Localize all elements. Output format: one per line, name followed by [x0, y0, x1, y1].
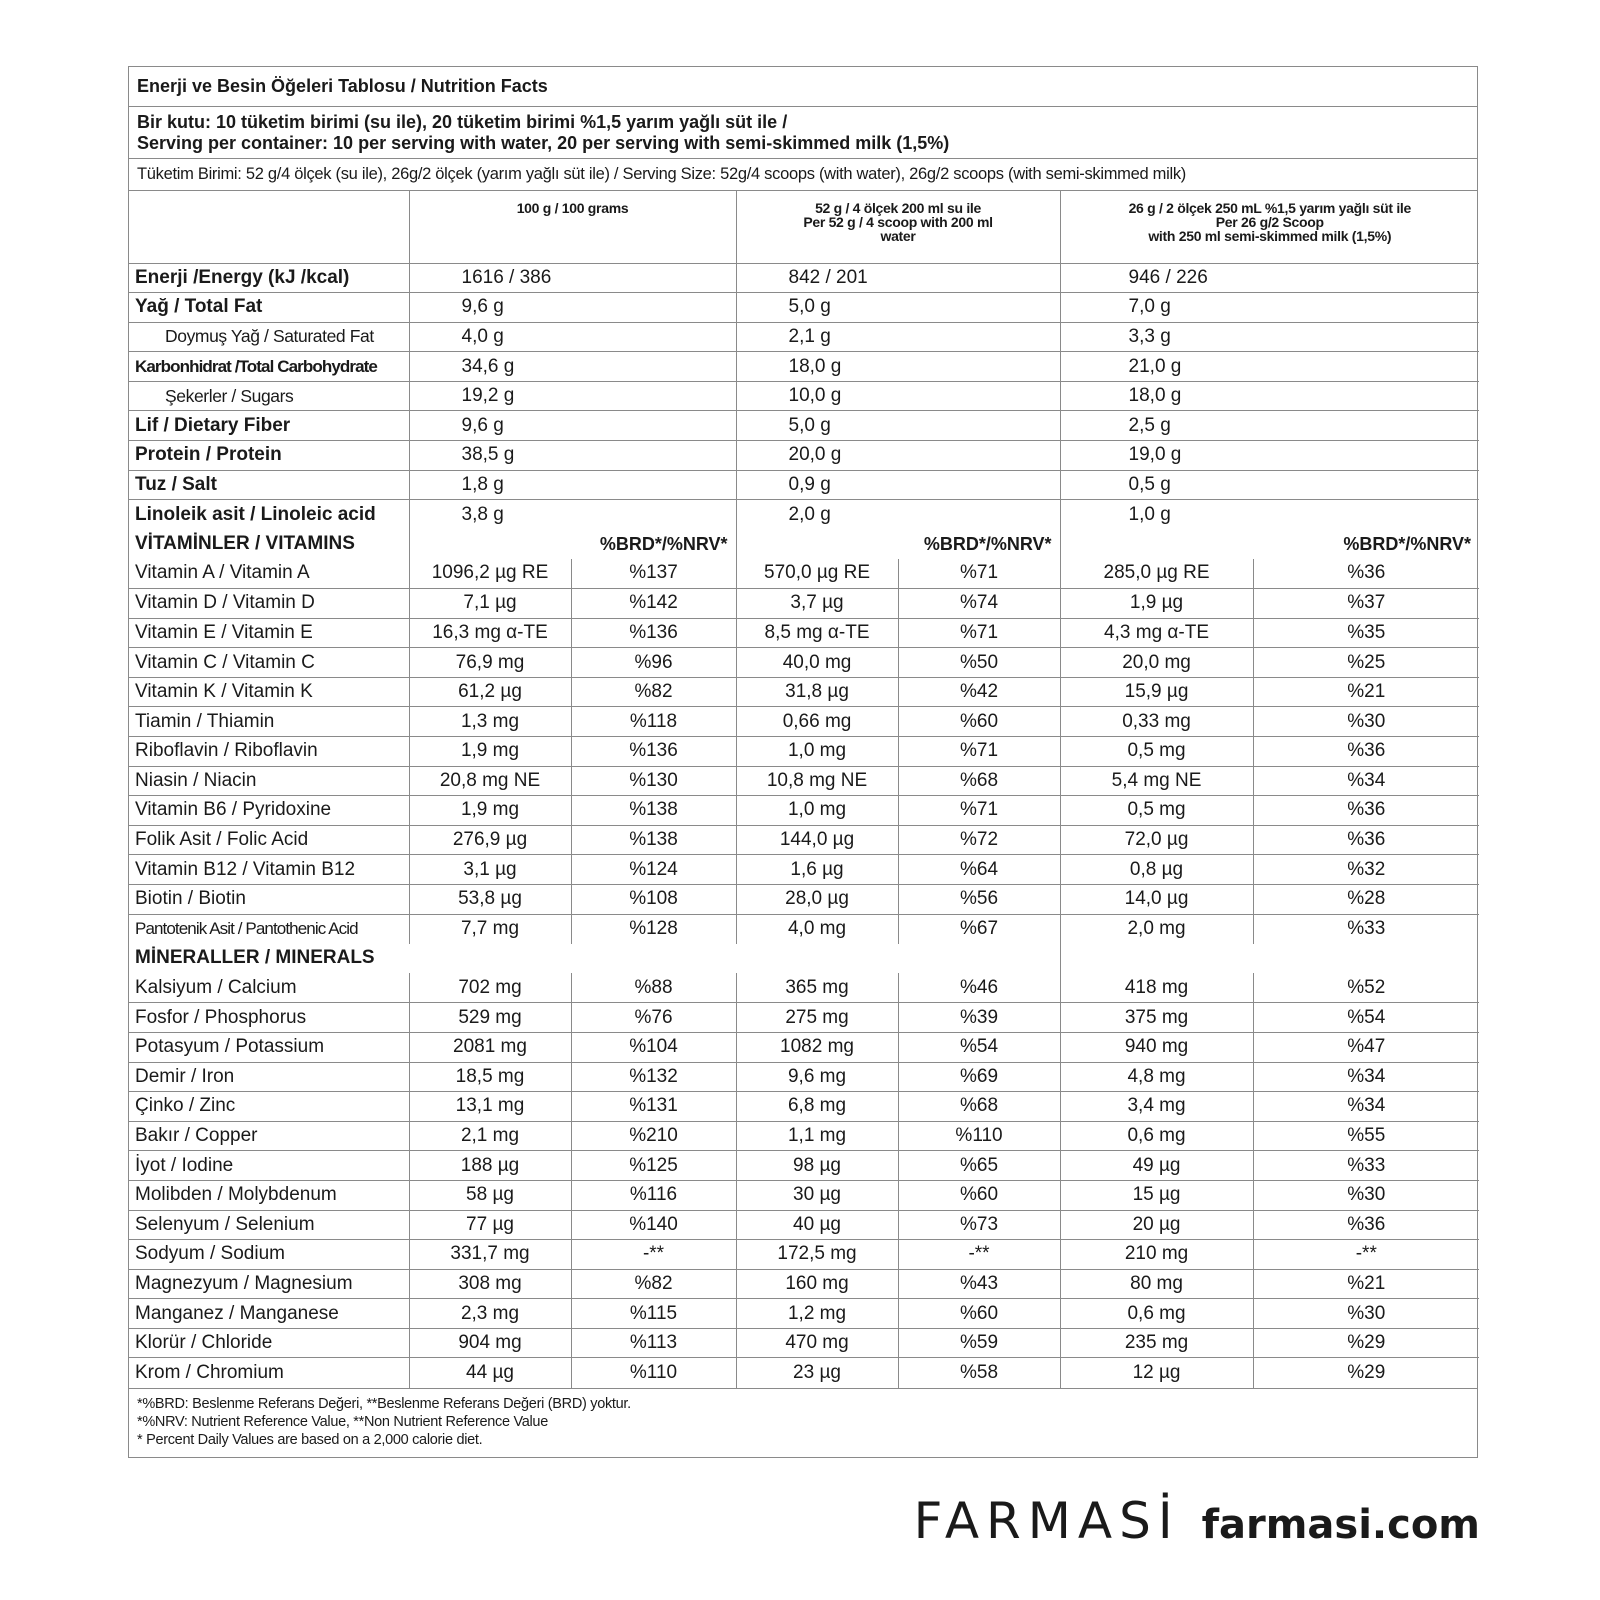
nutrient-label: Protein / Protein — [129, 441, 409, 471]
amount-water: 40 µg — [736, 1210, 898, 1240]
row-label: Kalsiyum / Calcium — [129, 973, 409, 1003]
servings-line-tr: Bir kutu: 10 tüketim birimi (su ile), 20 tüketim birimi %1,5 yarım yağlı süt ile / — [137, 112, 788, 132]
amount-milk: 0,5 mg — [1060, 737, 1253, 767]
amount-water: 0,66 mg — [736, 707, 898, 737]
mineral-row — [129, 1092, 1479, 1122]
pct-100g: %137 — [571, 559, 736, 589]
pct-milk: %55 — [1253, 1121, 1479, 1151]
pct-water: %42 — [898, 677, 1060, 707]
amount-milk: 210 mg — [1060, 1240, 1253, 1270]
pct-milk: %33 — [1253, 914, 1479, 944]
pct-100g: %108 — [571, 884, 736, 914]
col-header-water — [736, 191, 1060, 263]
amount-water: 23 µg — [736, 1358, 898, 1388]
pct-water: %64 — [898, 855, 1060, 885]
pct-milk: %36 — [1253, 1210, 1479, 1240]
pct-water: %65 — [898, 1151, 1060, 1181]
mineral-row — [129, 1299, 1479, 1329]
col-header-water-l2: Per 52 g / 4 scoop with 200 ml — [803, 214, 993, 230]
amount-100g: 2,1 mg — [409, 1121, 571, 1151]
mineral-row — [129, 1358, 1479, 1388]
mineral-row — [129, 1180, 1479, 1210]
pct-water: %71 — [898, 559, 1060, 589]
value-milk: 2,5 g — [1060, 411, 1479, 441]
amount-100g: 18,5 mg — [409, 1062, 571, 1092]
pct-water: %59 — [898, 1328, 1060, 1358]
table-title: Enerji ve Besin Öğeleri Tablosu / Nutrition Facts — [129, 67, 1477, 107]
pct-100g: %118 — [571, 707, 736, 737]
pct-100g: %124 — [571, 855, 736, 885]
pct-100g: %115 — [571, 1299, 736, 1329]
amount-milk: 375 mg — [1060, 1003, 1253, 1033]
row-label: İyot / Iodine — [129, 1151, 409, 1181]
row-label: Sodyum / Sodium — [129, 1240, 409, 1270]
amount-milk: 235 mg — [1060, 1328, 1253, 1358]
col-header-milk-l3: with 250 ml semi-skimmed milk (1,5%) — [1148, 228, 1392, 244]
mineral-row — [129, 1210, 1479, 1240]
amount-water: 31,8 µg — [736, 677, 898, 707]
footnotes — [129, 1388, 1477, 1457]
amount-milk: 0,6 mg — [1060, 1299, 1253, 1329]
pct-100g: %82 — [571, 1269, 736, 1299]
pct-water: %58 — [898, 1358, 1060, 1388]
pct-water: %71 — [898, 796, 1060, 826]
pct-100g: %138 — [571, 825, 736, 855]
nutrient-row — [129, 441, 1479, 471]
pct-milk: %32 — [1253, 855, 1479, 885]
pct-milk: %21 — [1253, 677, 1479, 707]
amount-100g: 529 mg — [409, 1003, 571, 1033]
nutrient-label: Doymuş Yağ / Saturated Fat — [129, 322, 409, 352]
amount-100g: 1096,2 µg RE — [409, 559, 571, 589]
row-label: Fosfor / Phosphorus — [129, 1003, 409, 1033]
row-label: Magnezyum / Magnesium — [129, 1269, 409, 1299]
amount-water: 144,0 µg — [736, 825, 898, 855]
amount-milk: 0,8 µg — [1060, 855, 1253, 885]
col-header-100g — [409, 191, 736, 263]
pct-header-2: %BRD*/%NRV* — [736, 529, 1060, 559]
value-water: 5,0 g — [736, 411, 1060, 441]
amount-milk: 418 mg — [1060, 973, 1253, 1003]
mineral-row — [129, 1151, 1479, 1181]
header-blank — [129, 191, 409, 263]
amount-water: 98 µg — [736, 1151, 898, 1181]
value-water: 842 / 201 — [736, 263, 1060, 293]
amount-milk: 49 µg — [1060, 1151, 1253, 1181]
nutrient-row — [129, 411, 1479, 441]
amount-milk: 5,4 mg NE — [1060, 766, 1253, 796]
value-milk: 3,3 g — [1060, 322, 1479, 352]
row-label: Pantotenik Asit / Pantothenic Acid — [129, 914, 409, 944]
amount-water: 160 mg — [736, 1269, 898, 1299]
pct-100g: %132 — [571, 1062, 736, 1092]
pct-milk: %36 — [1253, 559, 1479, 589]
pct-water: %71 — [898, 737, 1060, 767]
pct-water: %60 — [898, 707, 1060, 737]
row-label: Manganez / Manganese — [129, 1299, 409, 1329]
value-water: 18,0 g — [736, 352, 1060, 382]
farmasi-logo: FARMASİ — [913, 1492, 1180, 1550]
vitamin-row — [129, 589, 1479, 619]
nutrient-label: Linoleik asit / Linoleic acid — [129, 500, 409, 530]
mineral-row — [129, 1121, 1479, 1151]
vitamin-row — [129, 737, 1479, 767]
amount-100g: 76,9 mg — [409, 648, 571, 678]
nutrient-row — [129, 352, 1479, 382]
minerals-blank-1 — [409, 944, 1060, 974]
vitamins-heading: VİTAMİNLER / VITAMINS — [129, 529, 409, 559]
pct-water: %71 — [898, 618, 1060, 648]
amount-water: 3,7 µg — [736, 589, 898, 619]
pct-milk: %30 — [1253, 707, 1479, 737]
vitamin-row — [129, 677, 1479, 707]
column-headers — [129, 191, 1479, 263]
vitamin-row — [129, 707, 1479, 737]
pct-milk: %28 — [1253, 884, 1479, 914]
pct-milk: %33 — [1253, 1151, 1479, 1181]
amount-water: 9,6 mg — [736, 1062, 898, 1092]
amount-water: 6,8 mg — [736, 1092, 898, 1122]
minerals-section-header — [129, 944, 1479, 974]
pct-100g: %110 — [571, 1358, 736, 1388]
value-milk: 19,0 g — [1060, 441, 1479, 471]
vitamin-rows — [129, 559, 1479, 944]
footnote: *%BRD: Beslenme Referans Değeri, **Beslenme Referans Değeri (BRD) yoktur. — [137, 1395, 631, 1412]
row-label: Selenyum / Selenium — [129, 1210, 409, 1240]
pct-100g: %96 — [571, 648, 736, 678]
amount-water: 470 mg — [736, 1328, 898, 1358]
vitamin-row — [129, 648, 1479, 678]
amount-100g: 1,3 mg — [409, 707, 571, 737]
nutrient-grid — [129, 191, 1479, 1388]
mineral-row — [129, 1328, 1479, 1358]
amount-milk: 0,6 mg — [1060, 1121, 1253, 1151]
row-label: Vitamin K / Vitamin K — [129, 677, 409, 707]
amount-milk: 72,0 µg — [1060, 825, 1253, 855]
pct-water: %110 — [898, 1121, 1060, 1151]
row-label: Potasyum / Potassium — [129, 1032, 409, 1062]
pct-water: %74 — [898, 589, 1060, 619]
brand-website: farmasi.com — [1201, 1502, 1480, 1548]
amount-water: 275 mg — [736, 1003, 898, 1033]
brand-footer — [914, 1492, 1480, 1552]
amount-100g: 904 mg — [409, 1328, 571, 1358]
nutrient-row — [129, 322, 1479, 352]
vitamin-row — [129, 559, 1479, 589]
pct-100g: %130 — [571, 766, 736, 796]
pct-water: %68 — [898, 766, 1060, 796]
pct-milk: %29 — [1253, 1358, 1479, 1388]
minerals-blank-2 — [1060, 944, 1479, 974]
col-header-milk — [1060, 191, 1479, 263]
amount-100g: 7,1 µg — [409, 589, 571, 619]
amount-milk: 3,4 mg — [1060, 1092, 1253, 1122]
servings-line-en: Serving per container: 10 per serving with water, 20 per serving with semi-skimmed milk (1,5%) — [137, 133, 950, 153]
pct-100g: %210 — [571, 1121, 736, 1151]
amount-100g: 53,8 µg — [409, 884, 571, 914]
row-label: Riboflavin / Riboflavin — [129, 737, 409, 767]
amount-water: 1,6 µg — [736, 855, 898, 885]
vitamin-row — [129, 825, 1479, 855]
pct-100g: %82 — [571, 677, 736, 707]
nutrient-rows — [129, 263, 1479, 529]
pct-milk: %52 — [1253, 973, 1479, 1003]
amount-water: 10,8 mg NE — [736, 766, 898, 796]
pct-100g: %125 — [571, 1151, 736, 1181]
nutrient-label: Lif / Dietary Fiber — [129, 411, 409, 441]
nutrient-row — [129, 263, 1479, 293]
nutrition-facts-table — [128, 66, 1478, 1458]
pct-milk: %34 — [1253, 766, 1479, 796]
amount-100g: 331,7 mg — [409, 1240, 571, 1270]
value-milk: 0,5 g — [1060, 470, 1479, 500]
amount-water: 1,1 mg — [736, 1121, 898, 1151]
pct-milk: %36 — [1253, 737, 1479, 767]
row-label: Vitamin B6 / Pyridoxine — [129, 796, 409, 826]
amount-milk: 14,0 µg — [1060, 884, 1253, 914]
row-label: Demir / Iron — [129, 1062, 409, 1092]
vitamins-section-header — [129, 529, 1479, 559]
row-label: Niasin / Niacin — [129, 766, 409, 796]
value-water: 0,9 g — [736, 470, 1060, 500]
mineral-row — [129, 1032, 1479, 1062]
pct-100g: -** — [571, 1240, 736, 1270]
row-label: Çinko / Zinc — [129, 1092, 409, 1122]
amount-water: 172,5 mg — [736, 1240, 898, 1270]
amount-100g: 1,9 mg — [409, 796, 571, 826]
amount-100g: 3,1 µg — [409, 855, 571, 885]
pct-water: %60 — [898, 1299, 1060, 1329]
pct-water: %67 — [898, 914, 1060, 944]
pct-water: %72 — [898, 825, 1060, 855]
pct-milk: %30 — [1253, 1299, 1479, 1329]
amount-100g: 2,3 mg — [409, 1299, 571, 1329]
row-label: Klorür / Chloride — [129, 1328, 409, 1358]
value-100g: 4,0 g — [409, 322, 736, 352]
amount-water: 1,0 mg — [736, 737, 898, 767]
nutrient-row — [129, 381, 1479, 411]
amount-100g: 276,9 µg — [409, 825, 571, 855]
col-header-water-l3: water — [880, 228, 916, 244]
pct-100g: %136 — [571, 737, 736, 767]
nutrient-label: Tuz / Salt — [129, 470, 409, 500]
row-label: Molibden / Molybdenum — [129, 1180, 409, 1210]
row-label: Vitamin E / Vitamin E — [129, 618, 409, 648]
mineral-row — [129, 973, 1479, 1003]
col-header-water-l1: 52 g / 4 ölçek 200 ml su ile — [815, 200, 981, 216]
amount-milk: 20,0 mg — [1060, 648, 1253, 678]
amount-milk: 2,0 mg — [1060, 914, 1253, 944]
pct-water: %69 — [898, 1062, 1060, 1092]
row-label: Biotin / Biotin — [129, 884, 409, 914]
pct-header-3: %BRD*/%NRV* — [1060, 529, 1479, 559]
value-milk: 1,0 g — [1060, 500, 1479, 530]
pct-milk: %25 — [1253, 648, 1479, 678]
pct-milk: %21 — [1253, 1269, 1479, 1299]
amount-water: 365 mg — [736, 973, 898, 1003]
value-100g: 1,8 g — [409, 470, 736, 500]
amount-water: 1,2 mg — [736, 1299, 898, 1329]
amount-milk: 15 µg — [1060, 1180, 1253, 1210]
pct-100g: %131 — [571, 1092, 736, 1122]
pct-milk: %30 — [1253, 1180, 1479, 1210]
mineral-row — [129, 1269, 1479, 1299]
footnote: * Percent Daily Values are based on a 2,000 calorie diet. — [137, 1431, 483, 1448]
amount-100g: 16,3 mg α-TE — [409, 618, 571, 648]
pct-water: %50 — [898, 648, 1060, 678]
amount-water: 1082 mg — [736, 1032, 898, 1062]
pct-milk: %54 — [1253, 1003, 1479, 1033]
minerals-heading: MİNERALLER / MINERALS — [135, 947, 375, 969]
nutrient-label: Enerji /Energy (kJ /kcal) — [129, 263, 409, 293]
amount-100g: 2081 mg — [409, 1032, 571, 1062]
value-water: 2,0 g — [736, 500, 1060, 530]
value-100g: 9,6 g — [409, 411, 736, 441]
amount-water: 570,0 µg RE — [736, 559, 898, 589]
value-100g: 9,6 g — [409, 293, 736, 323]
amount-100g: 77 µg — [409, 1210, 571, 1240]
pct-milk: -** — [1253, 1240, 1479, 1270]
value-milk: 18,0 g — [1060, 381, 1479, 411]
pct-milk: %29 — [1253, 1328, 1479, 1358]
amount-milk: 4,8 mg — [1060, 1062, 1253, 1092]
value-water: 20,0 g — [736, 441, 1060, 471]
pct-water: -** — [898, 1240, 1060, 1270]
row-label: Vitamin B12 / Vitamin B12 — [129, 855, 409, 885]
row-label: Tiamin / Thiamin — [129, 707, 409, 737]
pct-water: %39 — [898, 1003, 1060, 1033]
value-100g: 3,8 g — [409, 500, 736, 530]
amount-water: 28,0 µg — [736, 884, 898, 914]
value-100g: 34,6 g — [409, 352, 736, 382]
value-milk: 946 / 226 — [1060, 263, 1479, 293]
row-label: Folik Asit / Folic Acid — [129, 825, 409, 855]
pct-milk: %47 — [1253, 1032, 1479, 1062]
amount-milk: 940 mg — [1060, 1032, 1253, 1062]
pct-100g: %128 — [571, 914, 736, 944]
amount-water: 30 µg — [736, 1180, 898, 1210]
vitamin-row — [129, 914, 1479, 944]
amount-milk: 4,3 mg α-TE — [1060, 618, 1253, 648]
amount-milk: 20 µg — [1060, 1210, 1253, 1240]
pct-water: %56 — [898, 884, 1060, 914]
nutrient-row — [129, 470, 1479, 500]
col-header-milk-l2: Per 26 g/2 Scoop — [1215, 214, 1324, 230]
amount-water: 4,0 mg — [736, 914, 898, 944]
pct-100g: %138 — [571, 796, 736, 826]
pct-100g: %113 — [571, 1328, 736, 1358]
amount-water: 8,5 mg α-TE — [736, 618, 898, 648]
row-label: Krom / Chromium — [129, 1358, 409, 1388]
row-label: Bakır / Copper — [129, 1121, 409, 1151]
row-label: Vitamin C / Vitamin C — [129, 648, 409, 678]
mineral-rows — [129, 973, 1479, 1387]
amount-100g: 61,2 µg — [409, 677, 571, 707]
amount-100g: 58 µg — [409, 1180, 571, 1210]
mineral-row — [129, 1062, 1479, 1092]
row-label: Vitamin D / Vitamin D — [129, 589, 409, 619]
amount-water: 1,0 mg — [736, 796, 898, 826]
amount-100g: 702 mg — [409, 973, 571, 1003]
nutrient-label: Yağ / Total Fat — [129, 293, 409, 323]
row-label: Vitamin A / Vitamin A — [129, 559, 409, 589]
amount-100g: 20,8 mg NE — [409, 766, 571, 796]
pct-100g: %140 — [571, 1210, 736, 1240]
amount-milk: 15,9 µg — [1060, 677, 1253, 707]
pct-water: %43 — [898, 1269, 1060, 1299]
pct-milk: %37 — [1253, 589, 1479, 619]
nutrient-row — [129, 293, 1479, 323]
pct-water: %73 — [898, 1210, 1060, 1240]
amount-milk: 12 µg — [1060, 1358, 1253, 1388]
vitamin-row — [129, 618, 1479, 648]
value-milk: 7,0 g — [1060, 293, 1479, 323]
amount-milk: 285,0 µg RE — [1060, 559, 1253, 589]
mineral-row — [129, 1240, 1479, 1270]
amount-milk: 0,33 mg — [1060, 707, 1253, 737]
pct-milk: %36 — [1253, 825, 1479, 855]
amount-milk: 0,5 mg — [1060, 796, 1253, 826]
amount-100g: 13,1 mg — [409, 1092, 571, 1122]
vitamin-row — [129, 766, 1479, 796]
nutrient-label: Şekerler / Sugars — [129, 381, 409, 411]
pct-header-1: %BRD*/%NRV* — [409, 529, 736, 559]
pct-100g: %136 — [571, 618, 736, 648]
amount-100g: 308 mg — [409, 1269, 571, 1299]
pct-water: %46 — [898, 973, 1060, 1003]
value-100g: 19,2 g — [409, 381, 736, 411]
pct-water: %68 — [898, 1092, 1060, 1122]
serving-size: Tüketim Birimi: 52 g/4 ölçek (su ile), 26g/2 ölçek (yarım yağlı süt ile) / Serving Size: 52g/4 scoops (with water), 26g/2 scoops (with semi-skimmed milk) — [129, 159, 1477, 191]
value-100g: 38,5 g — [409, 441, 736, 471]
amount-milk: 80 mg — [1060, 1269, 1253, 1299]
vitamin-row — [129, 855, 1479, 885]
nutrient-row — [129, 500, 1479, 530]
pct-100g: %142 — [571, 589, 736, 619]
col-header-100g-text: 100 g / 100 grams — [516, 200, 629, 216]
amount-milk: 1,9 µg — [1060, 589, 1253, 619]
pct-milk: %35 — [1253, 618, 1479, 648]
pct-milk: %36 — [1253, 796, 1479, 826]
vitamin-row — [129, 796, 1479, 826]
vitamin-row — [129, 884, 1479, 914]
pct-milk: %34 — [1253, 1062, 1479, 1092]
col-header-milk-l1: 26 g / 2 ölçek 250 mL %1,5 yarım yağlı süt ile — [1128, 200, 1411, 216]
pct-water: %60 — [898, 1180, 1060, 1210]
value-water: 2,1 g — [736, 322, 1060, 352]
amount-100g: 44 µg — [409, 1358, 571, 1388]
pct-milk: %34 — [1253, 1092, 1479, 1122]
pct-100g: %116 — [571, 1180, 736, 1210]
pct-water: %54 — [898, 1032, 1060, 1062]
amount-water: 40,0 mg — [736, 648, 898, 678]
amount-100g: 188 µg — [409, 1151, 571, 1181]
amount-100g: 1,9 mg — [409, 737, 571, 767]
value-100g: 1616 / 386 — [409, 263, 736, 293]
mineral-row — [129, 1003, 1479, 1033]
footnote: *%NRV: Nutrient Reference Value, **Non Nutrient Reference Value — [137, 1413, 548, 1430]
value-milk: 21,0 g — [1060, 352, 1479, 382]
servings-per-container — [129, 107, 1477, 159]
value-water: 10,0 g — [736, 381, 1060, 411]
pct-100g: %88 — [571, 973, 736, 1003]
pct-100g: %76 — [571, 1003, 736, 1033]
pct-100g: %104 — [571, 1032, 736, 1062]
nutrient-label: Karbonhidrat /Total Carbohydrate — [129, 352, 409, 382]
value-water: 5,0 g — [736, 293, 1060, 323]
amount-100g: 7,7 mg — [409, 914, 571, 944]
